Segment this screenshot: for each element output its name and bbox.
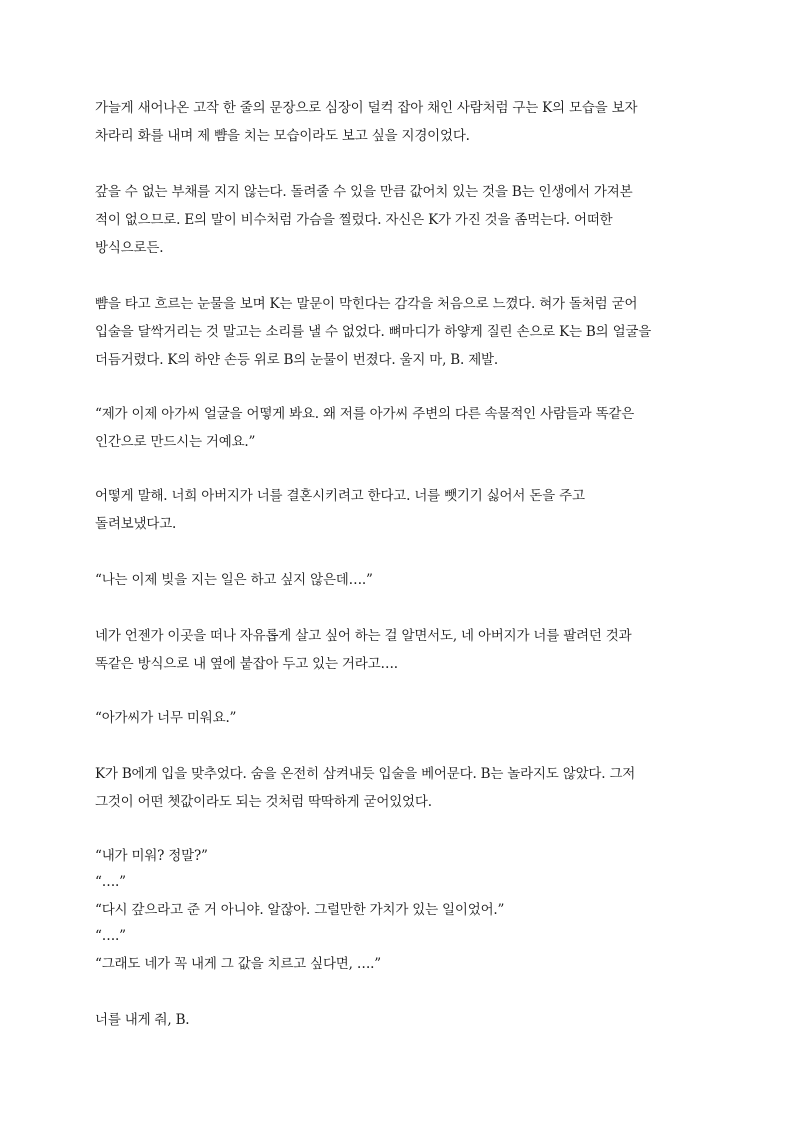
text-line: “….”	[95, 874, 126, 890]
text-line: K가 B에게 입을 맞추었다. 숨을 온전히 삼켜내듯 입술을 베어문다. B는 놀라지도 않았다. 그저	[95, 766, 636, 782]
text-line: “그래도 네가 꼭 내게 그 값을 치르고 싶다면, ….”	[95, 956, 381, 972]
text-line: “제가 이제 아가씨 얼굴을 어떻게 봐요. 왜 저를 아가씨 주변의 다른 속물적인 사람들과 똑같은	[95, 406, 635, 422]
text-line: 방식으로든.	[95, 240, 164, 256]
text-line: 갚을 수 없는 부채를 지지 않는다. 돌려줄 수 있을 만큼 값어치 있는 것을 B는 인생에서 가져본	[95, 184, 633, 200]
text-line: 더듬거렸다. K의 하얀 손등 위로 B의 눈물이 번졌다. 울지 마, B. 제발.	[95, 352, 498, 368]
text-line: “아가씨가 너무 미워요.”	[95, 710, 237, 726]
text-line: 돌려보냈다고.	[95, 516, 177, 532]
text-line: 뺨을 타고 흐르는 눈물을 보며 K는 말문이 막힌다는 감각을 처음으로 느꼈다. 혀가 돌처럼 굳어	[95, 296, 638, 312]
text-line: “….”	[95, 928, 126, 944]
text-line: 적이 없으므로. E의 말이 비수처럼 가슴을 찔렀다. 자신은 K가 가진 것을 좀먹는다. 어떠한	[95, 212, 613, 228]
text-line: 똑같은 방식으로 내 옆에 붙잡아 두고 있는 거라고….	[95, 656, 398, 672]
text-line: 그것이 어떤 쳇값이라도 되는 것처럼 딱딱하게 굳어있었다.	[95, 794, 432, 810]
text-line: “나는 이제 빚을 지는 일은 하고 싶지 않은데….”	[95, 572, 373, 588]
text-line: 어떻게 말해. 너희 아버지가 너를 결혼시키려고 한다고. 너를 뺏기기 싫어서 돈을 주고	[95, 488, 585, 504]
text-line: “내가 미워? 정말?”	[95, 848, 208, 864]
text-line: 네가 언젠가 이곳을 떠나 자유롭게 살고 싶어 하는 걸 알면서도, 네 아버지가 너를 팔려던 것과	[95, 628, 632, 644]
text-line: “다시 갚으라고 준 거 아니야. 알잖아. 그럴만한 가치가 있는 일이었어.”	[95, 902, 505, 918]
text-line: 가늘게 새어나온 고작 한 줄의 문장으로 심장이 덜컥 잡아 채인 사람처럼 구는 K의 모습을 보자	[95, 100, 638, 116]
text-line: 인간으로 만드시는 거예요.”	[95, 434, 256, 450]
text-line: 너를 내게 줘, B.	[95, 1012, 190, 1028]
text-line: 차라리 화를 내며 제 뺨을 치는 모습이라도 보고 싶을 지경이었다.	[95, 128, 470, 144]
text-line: 입술을 달싹거리는 것 말고는 소리를 낼 수 없었다. 뼈마디가 하얗게 질린 손으로 K는 B의 얼굴을	[95, 324, 652, 340]
